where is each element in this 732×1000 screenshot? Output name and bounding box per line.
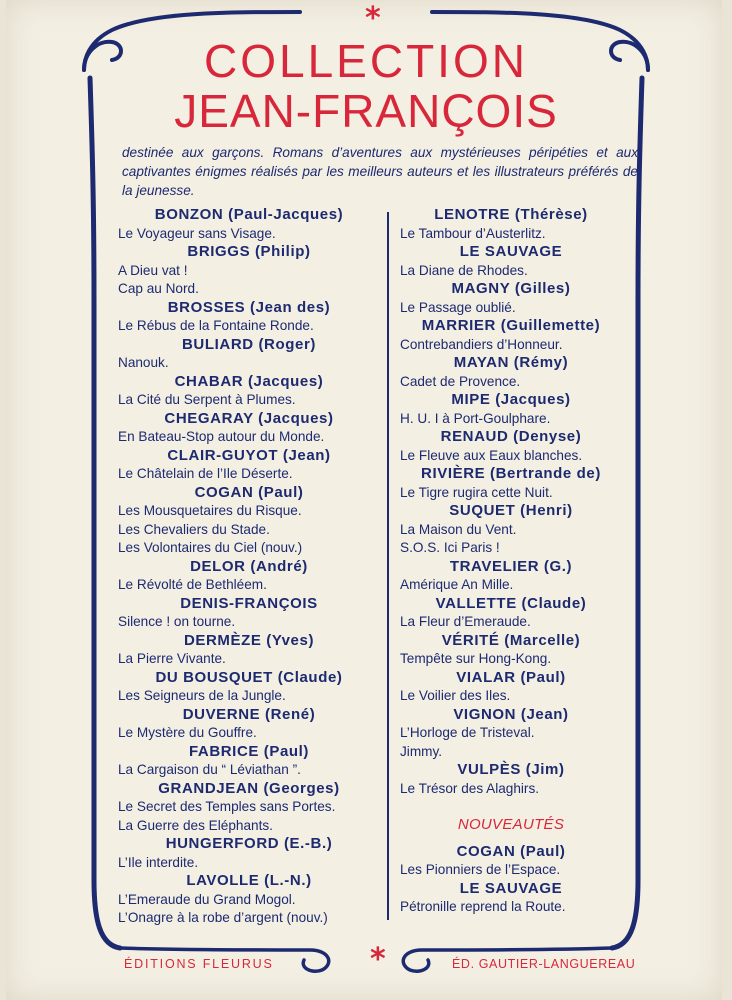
collection-name: JEAN-FRANÇOIS <box>174 85 558 137</box>
author-name: LE SAUVAGE <box>459 879 563 897</box>
author-list-right <box>400 206 622 917</box>
book-title: La Maison du Vent. <box>400 521 517 537</box>
book-title: Le Trésor des Alaghirs. <box>400 780 540 796</box>
author-name: COGAN (Paul) <box>194 483 304 501</box>
book-title: L’Emeraude du Grand Mogol. <box>118 891 296 907</box>
publisher-left: ÉDITIONS FLEURUS <box>124 957 274 971</box>
book-title: Nanouk. <box>118 355 169 370</box>
star-ornament-bottom: * <box>370 942 386 977</box>
collection-description: destinée aux garçons. Romans d’aventures aux mystérieuses péripéties et aux captivantes énigmes réalisés par les meilleurs auteurs et les illustrateurs préférés de la jeunesse. <box>122 145 638 198</box>
book-title: Pétronille reprend la Route. <box>400 899 566 914</box>
book-title: La Cargaison du “ Léviathan ”. <box>118 762 301 777</box>
book-title: L’Horloge de Tristeval. <box>400 725 535 740</box>
book-title: Le Tambour d’Austerlitz. <box>400 225 546 241</box>
author-name: DENIS-FRANÇOIS <box>180 594 318 612</box>
book-title: Le Châtelain de l’Ile Déserte. <box>118 466 293 481</box>
author-name: CHABAR (Jacques) <box>174 372 324 390</box>
book-title: Le Fleuve aux Eaux blanches. <box>400 447 583 463</box>
author-name: LAVOLLE (L.-N.) <box>186 872 312 889</box>
book-title: S.O.S. Ici Paris ! <box>400 540 500 555</box>
book-title: Les Seigneurs de la Jungle. <box>118 688 286 703</box>
book-title: Cadet de Provence. <box>400 373 521 389</box>
author-name: HUNGERFORD (E.-B.) <box>165 835 333 852</box>
book-title: En Bateau-Stop autour du Monde. <box>118 429 325 444</box>
author-name: MAGNY (Gilles) <box>451 280 571 297</box>
author-name: DUVERNE (René) <box>182 705 316 723</box>
book-title: Le Rébus de la Fontaine Ronde. <box>118 318 314 333</box>
author-name: CLAIR-GUYOT (Jean) <box>167 446 331 464</box>
book-title: Cap au Nord. <box>118 281 199 296</box>
author-name: BONZON (Paul-Jacques) <box>154 206 344 223</box>
book-title: Le Voilier des Iles. <box>400 688 511 703</box>
author-name: MIPE (Jacques) <box>451 391 571 408</box>
book-title: Le Révolté de Bethléem. <box>118 577 267 592</box>
book-title: H. U. I à Port-Goulphare. <box>400 410 551 426</box>
author-name: MARRIER (Guillemette) <box>421 317 601 334</box>
book-title: Le Voyageur sans Visage. <box>118 225 276 241</box>
author-name: BROSSES (Jean des) <box>167 298 331 316</box>
book-title: Tempête sur Hong-Kong. <box>400 651 552 666</box>
author-name: BULIARD (Roger) <box>182 335 316 353</box>
author-name: VALLETTE (Claude) <box>435 594 587 612</box>
author-name: FABRICE (Paul) <box>188 742 310 760</box>
collection-title: COLLECTION <box>204 35 528 87</box>
book-title: Le Mystère du Gouffre. <box>118 725 257 740</box>
author-name: COGAN (Paul) <box>456 842 566 860</box>
book-title: A Dieu vat ! <box>118 262 188 278</box>
book-title: Le Tigre rugira cette Nuit. <box>400 484 553 500</box>
author-name: RENAUD (Denyse) <box>440 428 582 445</box>
author-name: CHEGARAY (Jacques) <box>164 409 334 427</box>
book-title: Les Chevaliers du Stade. <box>118 521 270 537</box>
star-ornament-top: * <box>365 1 381 36</box>
author-name: RIVIÈRE (Bertrande de) <box>421 465 601 482</box>
author-name: VIALAR (Paul) <box>456 668 566 686</box>
author-name: DERMÈZE (Yves) <box>183 631 315 649</box>
author-name: DELOR (André) <box>190 557 308 575</box>
nouveautes-heading: NOUVEAUTÉS <box>457 816 565 833</box>
book-title: Silence ! on tourne. <box>118 614 236 629</box>
author-name: MAYAN (Rémy) <box>453 354 569 371</box>
book-title: Amérique An Mille. <box>400 577 514 592</box>
book-title: Les Volontaires du Ciel (nouv.) <box>118 540 303 555</box>
book-title: Contrebandiers d’Honneur. <box>400 336 563 352</box>
book-title: La Pierre Vivante. <box>118 651 226 666</box>
author-name: VIGNON (Jean) <box>453 705 569 723</box>
author-name: DU BOUSQUET (Claude) <box>155 668 343 686</box>
author-name: TRAVELIER (G.) <box>449 557 573 575</box>
book-title: L’Onagre à la robe d’argent (nouv.) <box>118 910 328 925</box>
author-list-left <box>118 206 380 928</box>
author-name: LENOTRE (Thérèse) <box>434 206 588 223</box>
author-name: SUQUET (Henri) <box>449 502 573 519</box>
book-title: Le Passage oublié. <box>400 299 516 315</box>
book-title: La Cité du Serpent à Plumes. <box>118 392 296 407</box>
book-title: L’Ile interdite. <box>118 854 199 870</box>
author-name: BRIGGS (Philip) <box>187 243 311 260</box>
book-title: La Fleur d’Emeraude. <box>400 614 531 629</box>
author-name: VÉRITÉ (Marcelle) <box>441 631 581 649</box>
book-title: Jimmy. <box>400 743 443 759</box>
author-name: GRANDJEAN (Georges) <box>158 779 340 797</box>
book-title: La Diane de Rhodes. <box>400 262 528 278</box>
author-name: VULPÈS (Jim) <box>457 761 565 778</box>
book-title: Le Secret des Temples sans Portes. <box>118 799 336 814</box>
book-title: Les Pionniers de l’Espace. <box>400 862 561 877</box>
column-divider <box>387 212 389 920</box>
publisher-right: ÉD. GAUTIER-LANGUEREAU <box>452 957 636 971</box>
book-title: La Guerre des Eléphants. <box>118 817 273 833</box>
book-title: Les Mousquetaires du Risque. <box>118 503 302 518</box>
author-name: LE SAUVAGE <box>459 243 563 260</box>
